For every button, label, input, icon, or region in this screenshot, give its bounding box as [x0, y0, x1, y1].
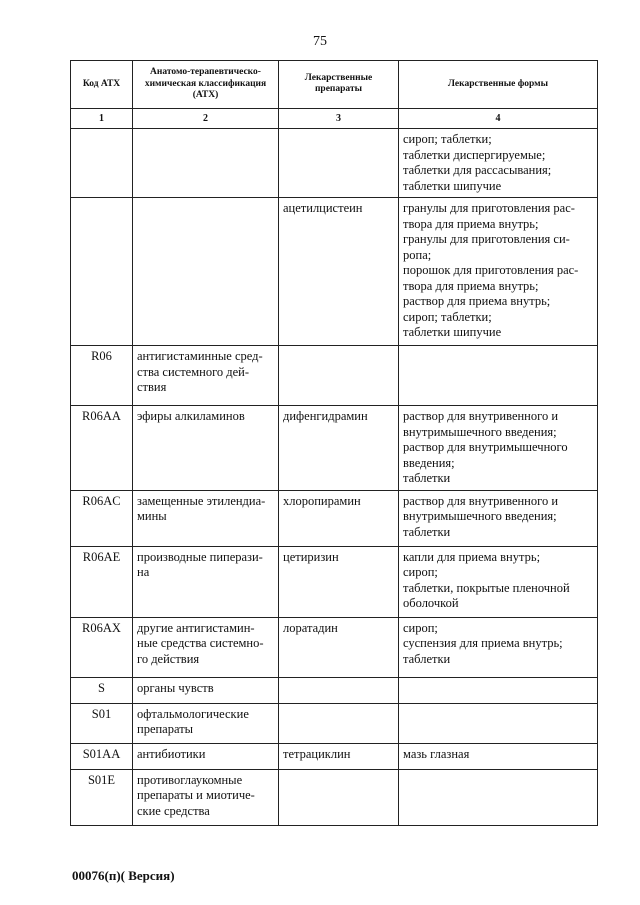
drug-cell — [279, 129, 399, 198]
drug-cell: лоратадин — [279, 617, 399, 677]
form-line: твора для приема внутрь; — [403, 216, 539, 231]
drug-cell — [279, 346, 399, 406]
table-row — [71, 129, 598, 198]
form-line: твора для приема внутрь; — [403, 278, 539, 293]
table-row — [71, 703, 598, 743]
forms-cell — [399, 346, 598, 406]
classification-cell — [133, 129, 279, 198]
table-row — [71, 617, 598, 677]
drug-cell: тетрациклин — [279, 743, 399, 769]
drug-cell — [279, 703, 399, 743]
atx-code-cell: S — [71, 677, 133, 703]
form-line: суспензия для приема внутрь; — [403, 636, 563, 650]
atx-code-cell — [71, 198, 133, 346]
forms-cell — [399, 617, 598, 677]
column-number: 4 — [399, 108, 598, 129]
table-row — [71, 677, 598, 703]
atx-code-cell: R06AC — [71, 490, 133, 546]
column-number: 2 — [133, 108, 279, 129]
table-row — [71, 743, 598, 769]
form-line: таблетки, покрытые пленочной — [403, 580, 570, 595]
classification-cell: замещенные этилендиа-мины — [133, 490, 279, 546]
form-line: таблетки диспергируемые; — [403, 147, 546, 162]
form-line: гранулы для приготовления си- — [403, 232, 570, 246]
form-line: капли для приема внутрь; — [403, 549, 541, 564]
classification-cell: противоглаукомные препараты и миотиче-ские средства — [133, 769, 279, 825]
form-line: порошок для приготовления рас- — [403, 263, 579, 277]
page-number: 75 — [313, 34, 327, 49]
forms-cell — [399, 129, 598, 198]
drug-cell: цетиризин — [279, 546, 399, 617]
form-line: ропа; — [403, 247, 432, 262]
header-drugs: Лекарственные препараты — [279, 61, 399, 109]
drug-cell: хлоропирамин — [279, 490, 399, 546]
table-row — [71, 490, 598, 546]
form-line: таблетки — [403, 524, 451, 539]
classification-cell: эфиры алкиламинов — [133, 406, 279, 491]
atx-code-cell: S01E — [71, 769, 133, 825]
table-row — [71, 769, 598, 825]
forms-cell — [399, 743, 598, 769]
form-line: мазь глазная — [403, 746, 470, 761]
form-line: таблетки для рассасывания; — [403, 163, 552, 177]
header-classification: Анатомо-терапевтическо-химическая классификация (АТХ) — [133, 61, 279, 109]
table-row — [71, 546, 598, 617]
classification-cell — [133, 198, 279, 346]
column-number-row — [71, 108, 598, 129]
drug-cell: ацетилцистеин — [279, 198, 399, 346]
header-forms: Лекарственные формы — [399, 61, 598, 109]
classification-cell: производные пиперази-на — [133, 546, 279, 617]
form-line: сироп; — [403, 565, 438, 579]
document-footer: 00076(п)( Версия) — [72, 868, 175, 883]
atx-code-cell: R06AA — [71, 406, 133, 491]
form-line: внутримышечного введения; — [403, 509, 557, 523]
form-line: таблетки шипучие — [403, 325, 502, 339]
drug-cell — [279, 677, 399, 703]
table-row — [71, 346, 598, 406]
form-line: сироп; таблетки; — [403, 132, 492, 146]
classification-cell: офтальмологические препараты — [133, 703, 279, 743]
table-row — [71, 406, 598, 491]
form-line: введения; — [403, 455, 455, 470]
atx-code-cell — [71, 129, 133, 198]
form-line: таблетки — [403, 471, 451, 485]
form-line: внутримышечного введения; — [403, 424, 557, 439]
column-number: 1 — [71, 108, 133, 129]
form-line: гранулы для приготовления рас- — [403, 201, 575, 215]
form-line: таблетки — [403, 651, 451, 666]
form-line: таблетки шипучие — [403, 178, 502, 193]
table-row — [71, 198, 598, 346]
forms-cell — [399, 769, 598, 825]
form-line: сироп; — [403, 620, 438, 635]
atx-code-cell: S01AA — [71, 743, 133, 769]
atx-code-cell: R06AX — [71, 617, 133, 677]
classification-cell: органы чувств — [133, 677, 279, 703]
atx-code-cell: R06 — [71, 346, 133, 406]
atx-code-cell: S01 — [71, 703, 133, 743]
drug-cell: дифенгидрамин — [279, 406, 399, 491]
table-header-row — [71, 61, 598, 109]
forms-cell — [399, 198, 598, 346]
forms-cell — [399, 677, 598, 703]
form-line: раствор для внутривенного и — [403, 409, 559, 423]
classification-cell: другие антигистамин-ные средства системно-го действия — [133, 617, 279, 677]
atx-table — [70, 60, 598, 826]
column-number: 3 — [279, 108, 399, 129]
forms-cell — [399, 703, 598, 743]
form-line: сироп; таблетки; — [403, 309, 492, 324]
form-line: раствор для внутримышечного — [403, 440, 568, 454]
classification-cell: антигистаминные сред-ства системного дей-ствия — [133, 346, 279, 406]
form-line: раствор для внутривенного и — [403, 493, 559, 508]
header-code: Код АТХ — [71, 61, 133, 109]
atx-code-cell: R06AE — [71, 546, 133, 617]
classification-cell: антибиотики — [133, 743, 279, 769]
table-body — [71, 129, 598, 826]
drug-cell — [279, 769, 399, 825]
form-line: раствор для приема внутрь; — [403, 294, 551, 308]
forms-cell — [399, 546, 598, 617]
form-line: оболочкой — [403, 596, 459, 610]
forms-cell — [399, 490, 598, 546]
forms-cell — [399, 406, 598, 491]
